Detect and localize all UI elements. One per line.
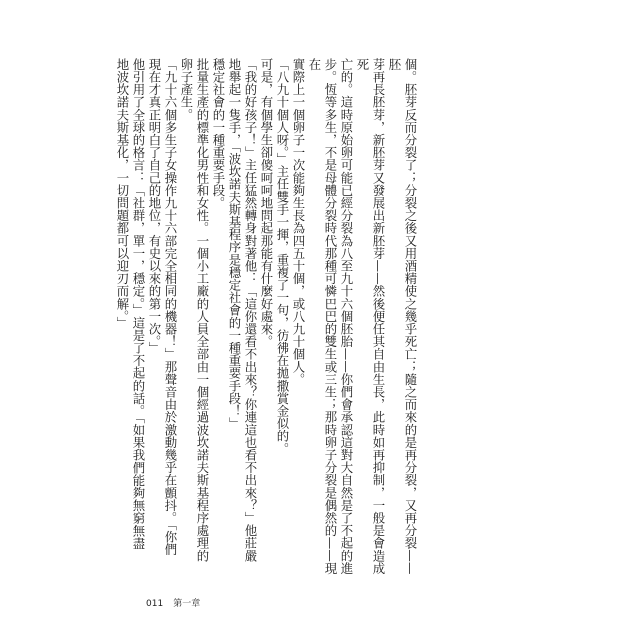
- chapter-label: 第一章: [173, 599, 201, 609]
- page-footer: [146, 596, 200, 609]
- paragraph: 現在才真正明白了自己的地位，有史以來的第一次。」: [147, 58, 162, 355]
- paragraph: 批量生產的標準化男性和女性。一個小工廠的人員全部由一個經過波坎諾夫斯基程序處理的: [195, 58, 210, 562]
- paragraph: 「八九十個人呀。」主任雙手一揮，重複了一句，彷彿在拋撒賞金似的。: [275, 58, 290, 455]
- paragraph: 可是，有個學生卻傻呵呵地問起那能有什麼好處來。: [259, 58, 274, 348]
- paragraph: 卵子產生。: [179, 58, 194, 121]
- paragraph: 地波坎諾夫斯基化，一切問題都可以迎刃而解。」: [115, 58, 130, 329]
- paragraph: 「我的好孩子！」主任猛然轉身對著他：「這你還看不出來？你連這也看不出來？」他莊嚴: [243, 58, 258, 562]
- paragraph: 步。恆等多生，不是母體分裂時代那種可憐巴巴的雙生或三生；那時卵子分裂是偶然的——現在: [307, 58, 338, 575]
- paragraph: 亡的。這時原始卵可能已經分裂為八至九十六個胚胎——你們會承認這對大自然是了不起的進: [339, 58, 354, 575]
- page-number: 011: [146, 599, 164, 609]
- paragraph: 個。胚芽反而分裂了；分裂之後又用酒精使之幾乎死亡；隨之而來的是再分裂，又再分裂——胚: [387, 58, 418, 575]
- paragraph: 「九十六個多生子女操作九十六部完全相同的機器！」那聲音由於激動幾乎在顫抖。「你們: [163, 58, 178, 556]
- paragraph: 他引用了全球的格言：「社群，單一，穩定。」這是了不起的話。「如果我們能夠無窮無盡: [131, 58, 146, 550]
- vertical-text-body: [115, 58, 418, 578]
- paragraph: 實際上一個卵子一次能夠生長為四五十個，或八九十個人。: [291, 58, 306, 386]
- paragraph: 穩定社會的一種重要手段。: [211, 58, 226, 210]
- paragraph: 芽再長胚芽，新胚芽又發展出新胚芽——然後便任其自由生長，此時如再抑制，一般是會造成死: [355, 58, 386, 575]
- paragraph: 地舉起一隻手，「波坎諾夫斯基程序是穩定社會的一種重要手段！」: [227, 58, 242, 430]
